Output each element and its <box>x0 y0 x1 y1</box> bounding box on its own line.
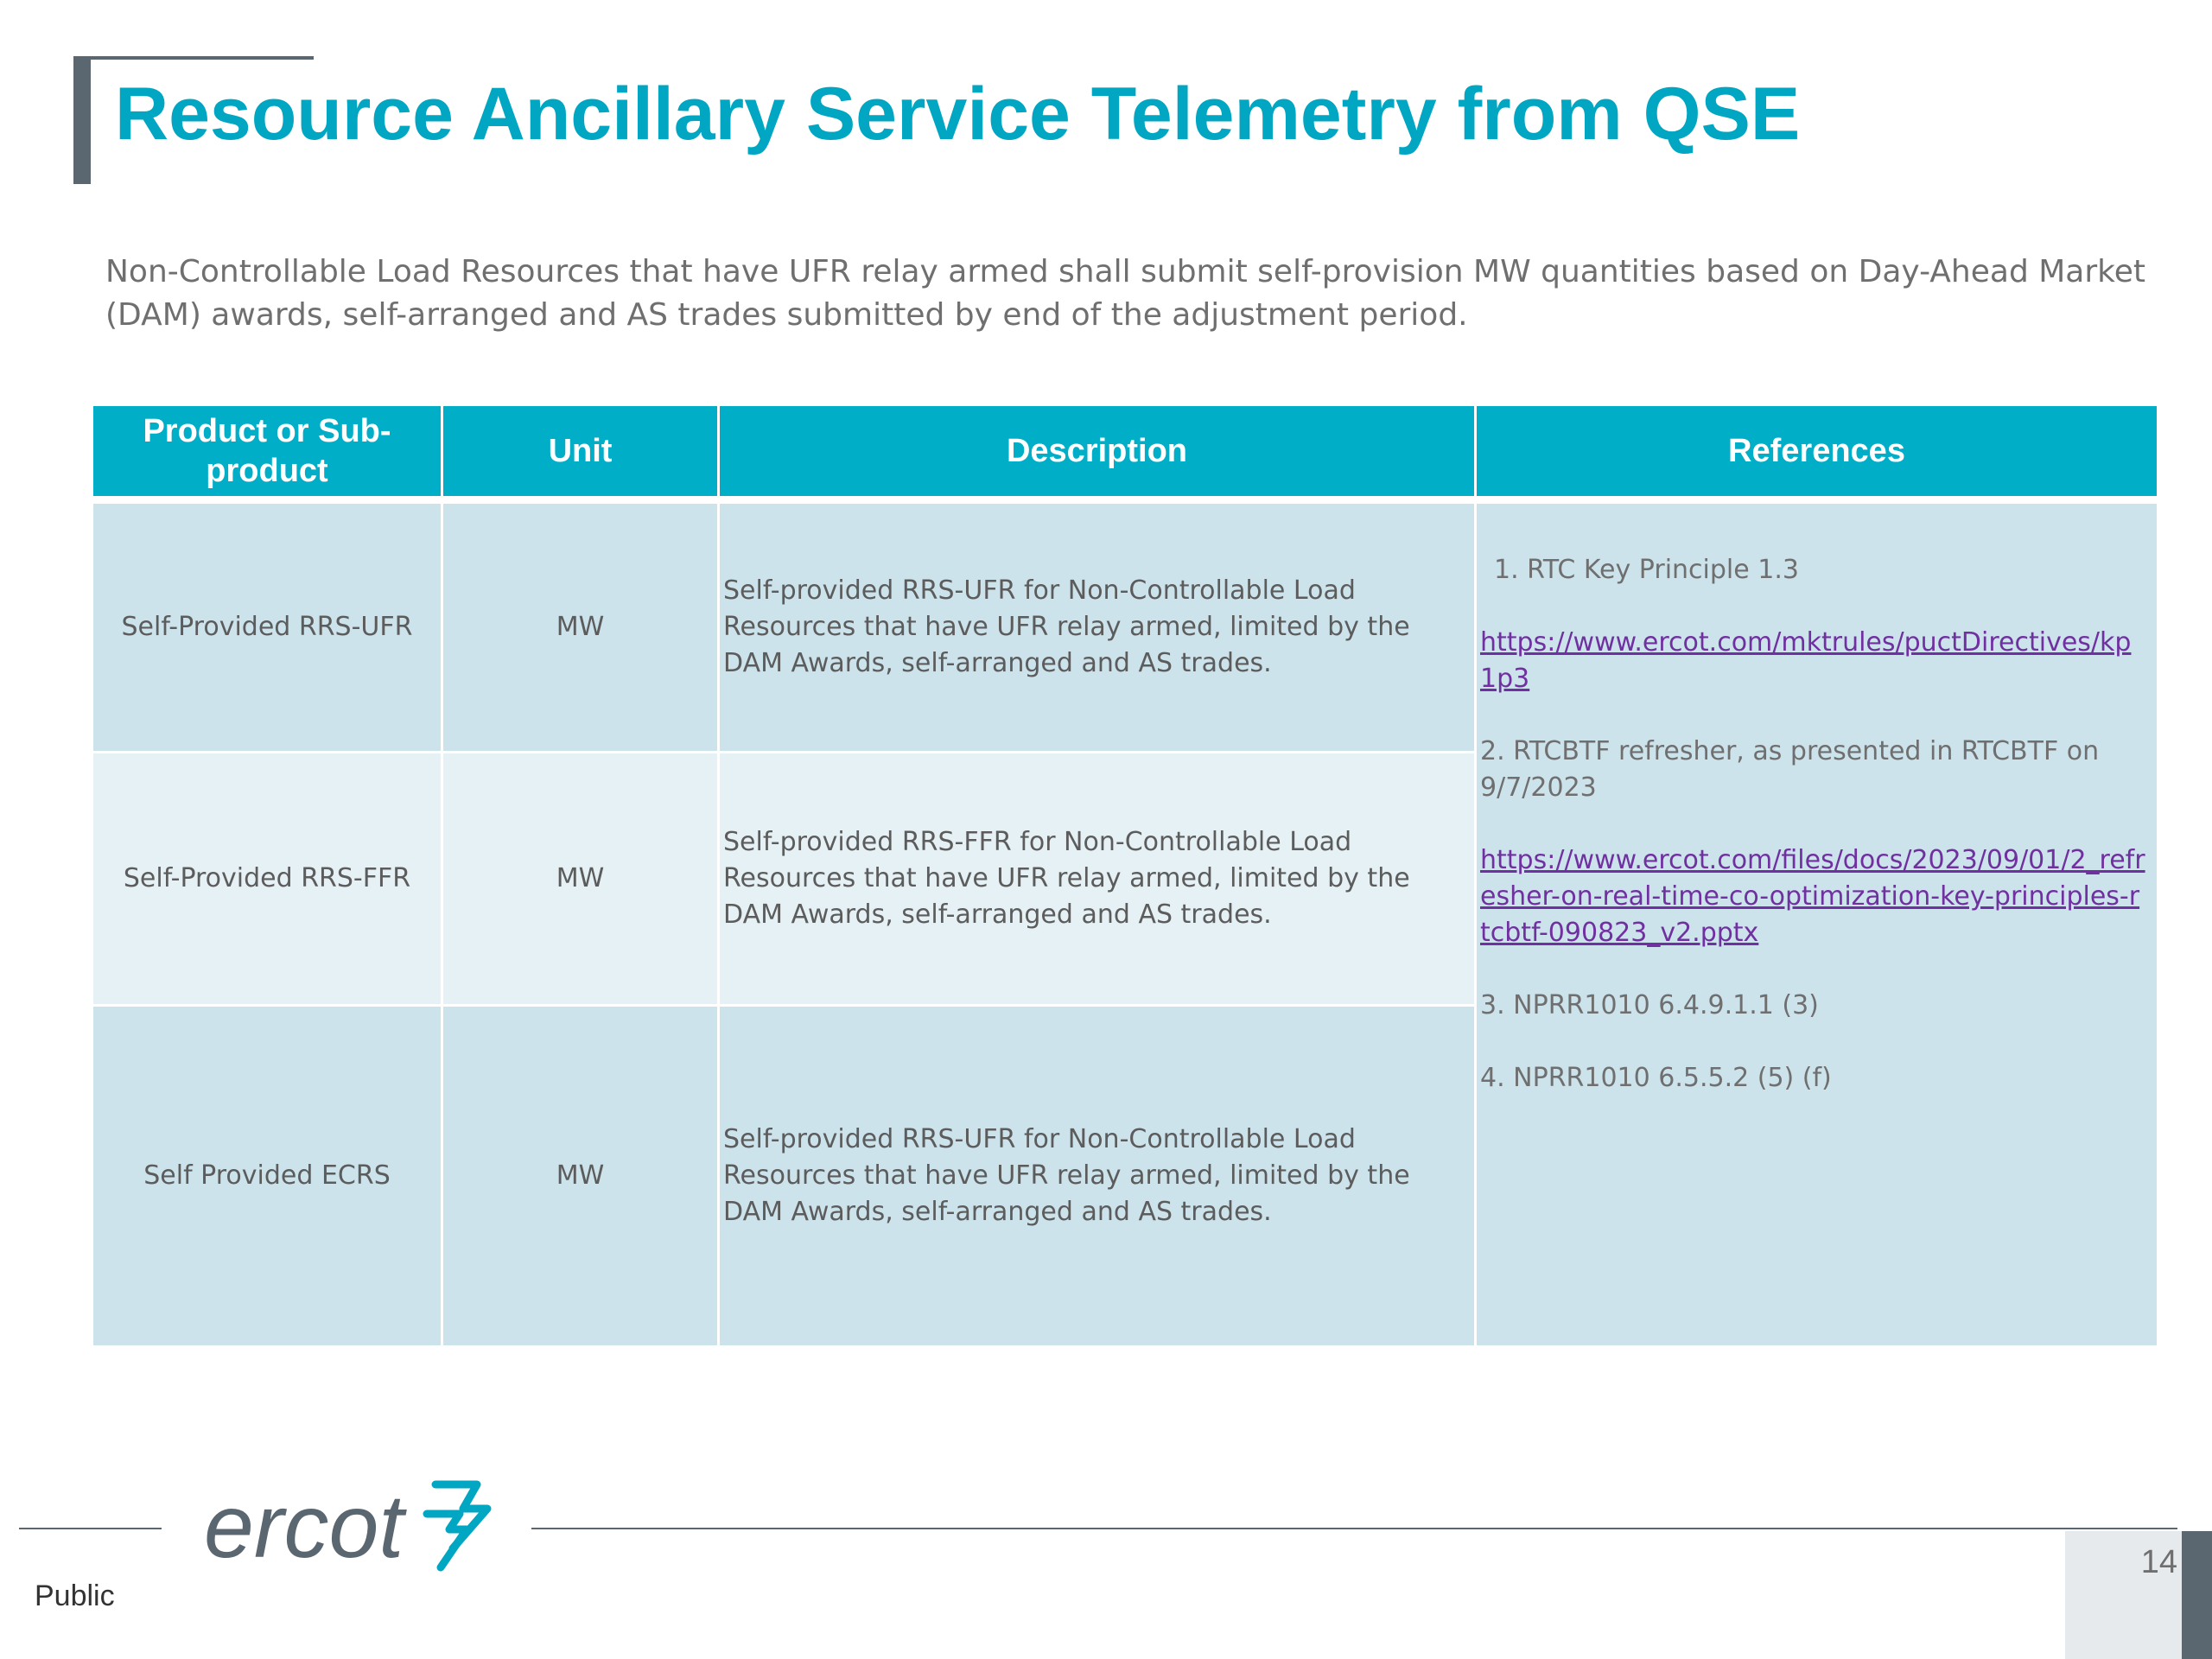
table-row-1-unit: MW <box>443 504 717 751</box>
reference-1-link[interactable]: https://www.ercot.com/mktrules/puctDirectives/kp1p3 <box>1480 627 2132 694</box>
header-references: References <box>1477 406 2157 496</box>
lightning-logo-icon <box>427 1484 487 1567</box>
table-row-3-unit: MW <box>443 1007 717 1345</box>
header-product: Product or Sub-product <box>93 406 441 496</box>
footer-rule-left <box>19 1528 162 1529</box>
title-accent-rule <box>73 56 314 60</box>
reference-1: 1. RTC Key Principle 1.3 <box>1494 555 1799 585</box>
classification-label: Public <box>35 1580 115 1612</box>
telemetry-table <box>93 406 2157 1345</box>
reference-3: 3. NPRR1010 6.4.9.1.1 (3) <box>1480 990 1819 1020</box>
table-row-1-product: Self-Provided RRS-UFR <box>93 504 441 751</box>
header-unit: Unit <box>443 406 717 496</box>
logo-wordmark: ercot <box>204 1477 404 1577</box>
reference-2: 2. RTCBTF refresher, as presented in RTCBTF on 9/7/2023 <box>1480 736 2100 803</box>
page-number: 14 <box>2140 1544 2177 1580</box>
title-accent-bar <box>73 56 91 184</box>
page-edge-bar <box>2182 1531 2212 1659</box>
references-cell <box>1477 504 2157 1345</box>
header-description: Description <box>720 406 1474 496</box>
reference-4: 4. NPRR1010 6.5.5.2 (5) (f) <box>1480 1063 1832 1093</box>
intro-paragraph: Non-Controllable Load Resources that have UFR relay armed shall submit self-provision MW quantities based on Day-Ahead Market (DAM) awards, self-arranged and AS trades submitted by end of the adjustment period. <box>105 254 2145 333</box>
table-row-3-description: Self-provided RRS-UFR for Non-Controllable Load Resources that have UFR relay armed, limited by the DAM Awards, self-arranged and AS trades. <box>720 1007 1474 1345</box>
page-title: Resource Ancillary Service Telemetry from QSE <box>115 73 1801 156</box>
table-row-1-description: Self-provided RRS-UFR for Non-Controllable Load Resources that have UFR relay armed, limited by the DAM Awards, self-arranged and AS trades. <box>720 504 1474 751</box>
ercot-logo <box>200 1471 494 1583</box>
table-row-3-product: Self Provided ECRS <box>93 1007 441 1345</box>
footer-rule-right <box>531 1528 2177 1529</box>
reference-2-link[interactable]: https://www.ercot.com/files/docs/2023/09/01/2_refresher-on-real-time-co-optimization-key-principles-rtcbtf-090823_v2.pptx <box>1480 845 2145 948</box>
table-row-2-product: Self-Provided RRS-FFR <box>93 753 441 1004</box>
table-row-2-unit: MW <box>443 753 717 1004</box>
table-row-2-description: Self-provided RRS-FFR for Non-Controllable Load Resources that have UFR relay armed, limited by the DAM Awards, self-arranged and AS trades. <box>720 753 1474 1004</box>
